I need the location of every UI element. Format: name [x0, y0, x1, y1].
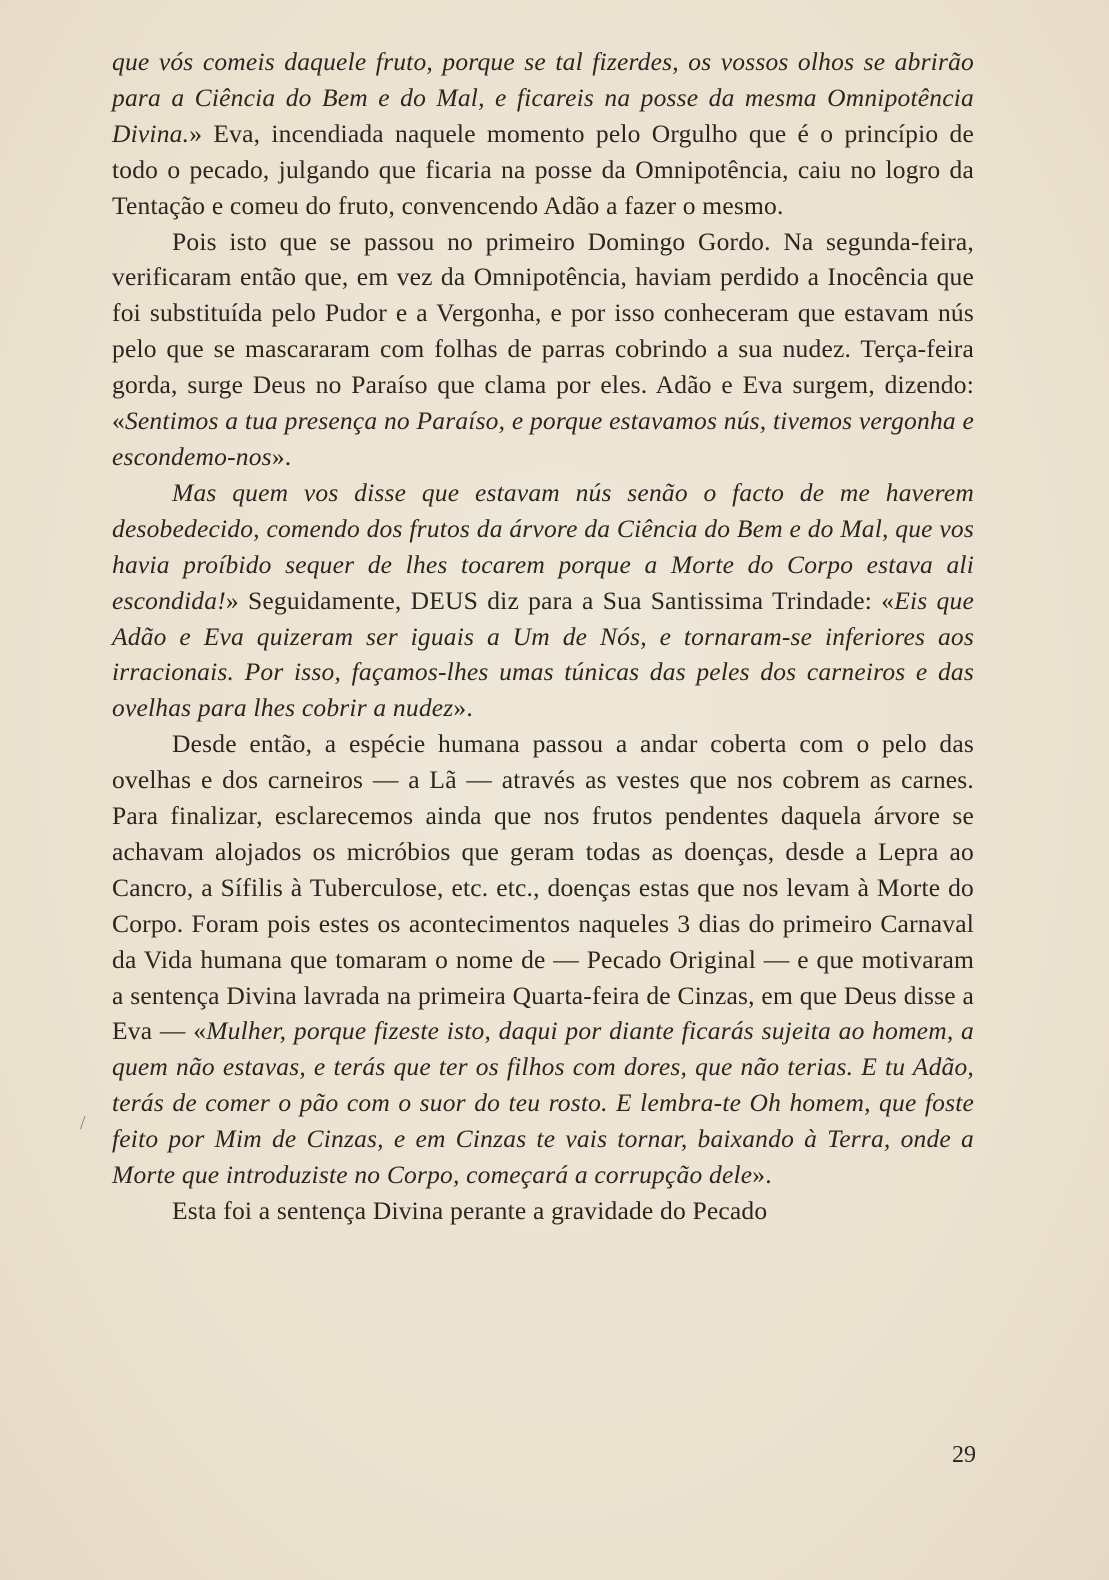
text-segment: ». — [752, 1160, 772, 1190]
text-segment: ». — [453, 693, 473, 723]
margin-mark: / — [80, 1112, 86, 1134]
paragraph — [112, 44, 974, 224]
italic-segment: Mulher, porque fizeste isto, daqui por diante ficarás sujeita ao homem, a quem não estavas, e terás que ter os filhos com dores, que não terias. E tu Adão, terás de comer o pão com o suor do teu rosto. E lembra-te Oh homem, que foste feito por Mim de Cinzas, e em Cinzas te vais tornar, baixando à Terra, onde a Morte que introduziste no Corpo, começará a corrupção dele — [112, 1016, 974, 1190]
italic-segment: Eis que Adão e Eva quizeram ser iguais a Um de Nós, e tornaram-se inferiores aos irracionais. Por isso, façamos-lhes umas túnicas das peles dos carneiros e das ovelhas para lhes cobrir a nudez — [112, 585, 974, 723]
text-segment: Pois isto que se passou no primeiro Domingo Gordo. Na segunda-feira, verificaram então que, em vez da Omnipotência, haviam perdido a Inocência que foi substituída pelo Pudor e a Vergonha, e por isso conheceram que estavam nús pelo que se mascararam com folhas de parras cobrindo a sua nudez. Terça-feira gorda, surge Deus no Paraíso que clama por eles. Adão e Eva surgem, dizendo: « — [112, 226, 974, 436]
text-segment: Desde então, a espécie humana passou a andar coberta com o pelo das ovelhas e dos carneiros — a Lã — através as vestes que nos cobrem as carnes. Para finalizar, esclarecemos ainda que nos frutos pendentes daquela árvore se achavam alojados os micróbios que geram todas as doenças, desde a Lepra ao Cancro, a Sífilis à Tuberculose, etc. etc., doenças estas que nos levam à Morte do Corpo. Foram pois estes os acontecimentos naqueles 3 dias do primeiro Carnaval da Vida humana que tomaram o nome de — Pecado Original — e que motivaram a sentença Divina lavrada na primeira Quarta-feira de Cinzas, em que Deus disse a Eva — « — [112, 729, 974, 1046]
page-number: 29 — [952, 1442, 976, 1468]
paragraph — [112, 726, 974, 1193]
italic-segment: Mas quem vos disse que estavam nús senão o facto de me haverem desobedecido, comendo dos frutos da árvore da Ciência do Bem e do Mal, que vos havia proíbido sequer de lhes tocarem porque a Morte do Corpo estava ali escondida! — [112, 477, 974, 615]
paragraph — [112, 475, 974, 726]
text-segment: ». — [271, 441, 292, 471]
paragraph — [112, 224, 974, 475]
paragraph — [112, 1193, 974, 1229]
italic-segment: que vós comeis daquele fruto, porque se tal fizerdes, os vossos olhos se abrirão para a Ciência do Bem e do Mal, e ficareis na posse da mesma Omnipotência Divina. — [112, 47, 974, 148]
body-text — [112, 44, 974, 1229]
text-segment: » Eva, incendiada naquele momento pelo Orgulho que é o princípio de todo o pecado, julgando que ficaria na posse da Omnipotência, caiu no logro da Tentação e comeu do fruto, convencendo Adão a fazer o mesmo. — [112, 118, 974, 220]
text-segment: » Seguidamente, DEUS diz para a Sua Santissima Trindade: « — [225, 585, 895, 615]
text-segment: Esta foi a sentença Divina perante a gravidade do Pecado — [172, 1196, 768, 1225]
italic-segment: Sentimos a tua presença no Paraíso, e porque estavamos nús, tivemos vergonha e escondemo-nos — [112, 406, 974, 471]
